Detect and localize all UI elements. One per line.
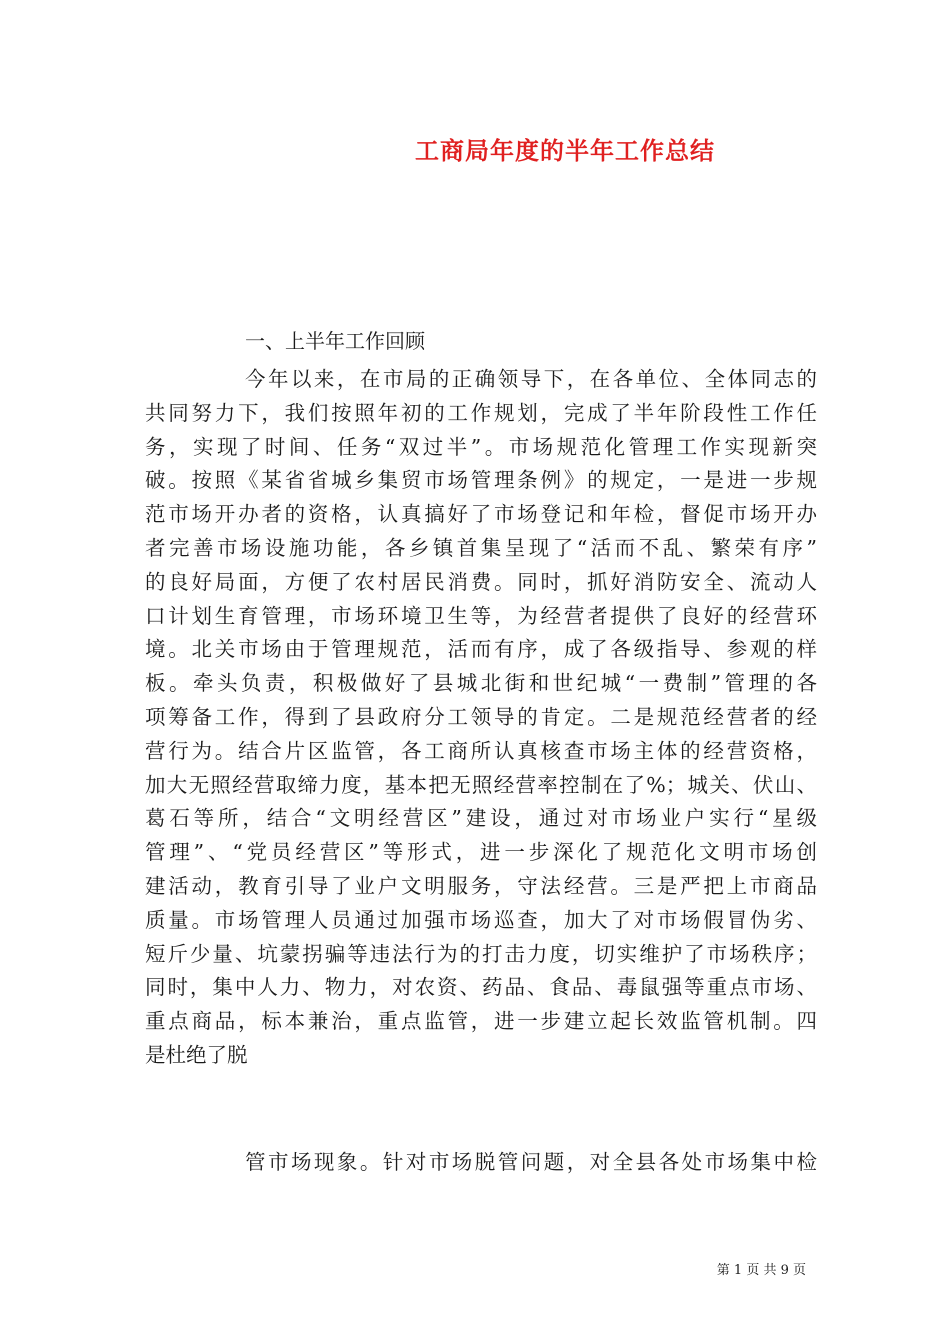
paragraph-line: 共同努力下，我们按照年初的工作规划，完成了半年阶段性工作任 <box>145 400 817 425</box>
paragraph-line: 同时，集中人力、物力，对农资、药品、食品、毒鼠强等重点市场、 <box>145 975 817 1000</box>
page-number: 第 1 页 共 9 页 <box>716 1263 806 1278</box>
paragraph-line: 的良好局面，方便了农村居民消费。同时，抓好消防安全、流动人 <box>145 569 817 594</box>
paragraph-line: 管市场现象。针对市场脱管问题，对全县各处市场集中检 <box>245 1150 817 1174</box>
paragraph-line: 营行为。结合片区监管，各工商所认真核查市场主体的经营资格， <box>145 738 817 763</box>
paragraph-line: 加大无照经营取缔力度，基本把无照经营率控制在了%；城关、伏山、 <box>145 772 817 797</box>
paragraph-line: 项筹备工作，得到了县政府分工领导的肯定。二是规范经营者的经 <box>145 704 817 729</box>
paragraph-line: 者完善市场设施功能，各乡镇首集呈现了“活而不乱、繁荣有序” <box>145 535 817 560</box>
paragraph-line: 板。牵头负责，积极做好了县城北街和世纪城“一费制”管理的各 <box>145 671 817 696</box>
paragraph-line: 是杜绝了脱 <box>145 1042 248 1067</box>
paragraph-line: 境。北关市场由于管理规范，活而有序，成了各级指导、参观的样 <box>145 637 817 662</box>
body-paragraph <box>145 363 817 1073</box>
paragraph-line: 葛石等所，结合“文明经营区”建设，通过对市场业户实行“星级 <box>145 806 817 831</box>
paragraph-line: 重点商品，标本兼治，重点监管，进一步建立起长效监管机制。四 <box>145 1009 817 1034</box>
paragraph-line: 务，实现了时间、任务“双过半”。市场规范化管理工作实现新突 <box>145 434 817 459</box>
paragraph-line: 今年以来，在市局的正确领导下，在各单位、全体同志的 <box>245 367 817 391</box>
paragraph-line: 范市场开办者的资格，认真搞好了市场登记和年检，督促市场开办 <box>145 502 817 527</box>
paragraph-line: 短斤少量、坑蒙拐骗等违法行为的打击力度，切实维护了市场秩序； <box>145 941 817 966</box>
document-title: 工商局年度的半年工作总结 <box>415 137 715 165</box>
paragraph-line: 口计划生育管理，市场环境卫生等，为经营者提供了良好的经营环 <box>145 603 817 628</box>
paragraph-line: 破。按照《某省省城乡集贸市场管理条例》的规定，一是进一步规 <box>145 468 817 493</box>
section-heading: 一、上半年工作回顾 <box>245 329 425 353</box>
paragraph-line: 建活动，教育引导了业户文明服务，守法经营。三是严把上市商品 <box>145 873 817 898</box>
paragraph-line: 质量。市场管理人员通过加强市场巡查，加大了对市场假冒伪劣、 <box>145 907 817 932</box>
paragraph-line: 管理”、“党员经营区”等形式，进一步深化了规范化文明市场创 <box>145 840 817 865</box>
